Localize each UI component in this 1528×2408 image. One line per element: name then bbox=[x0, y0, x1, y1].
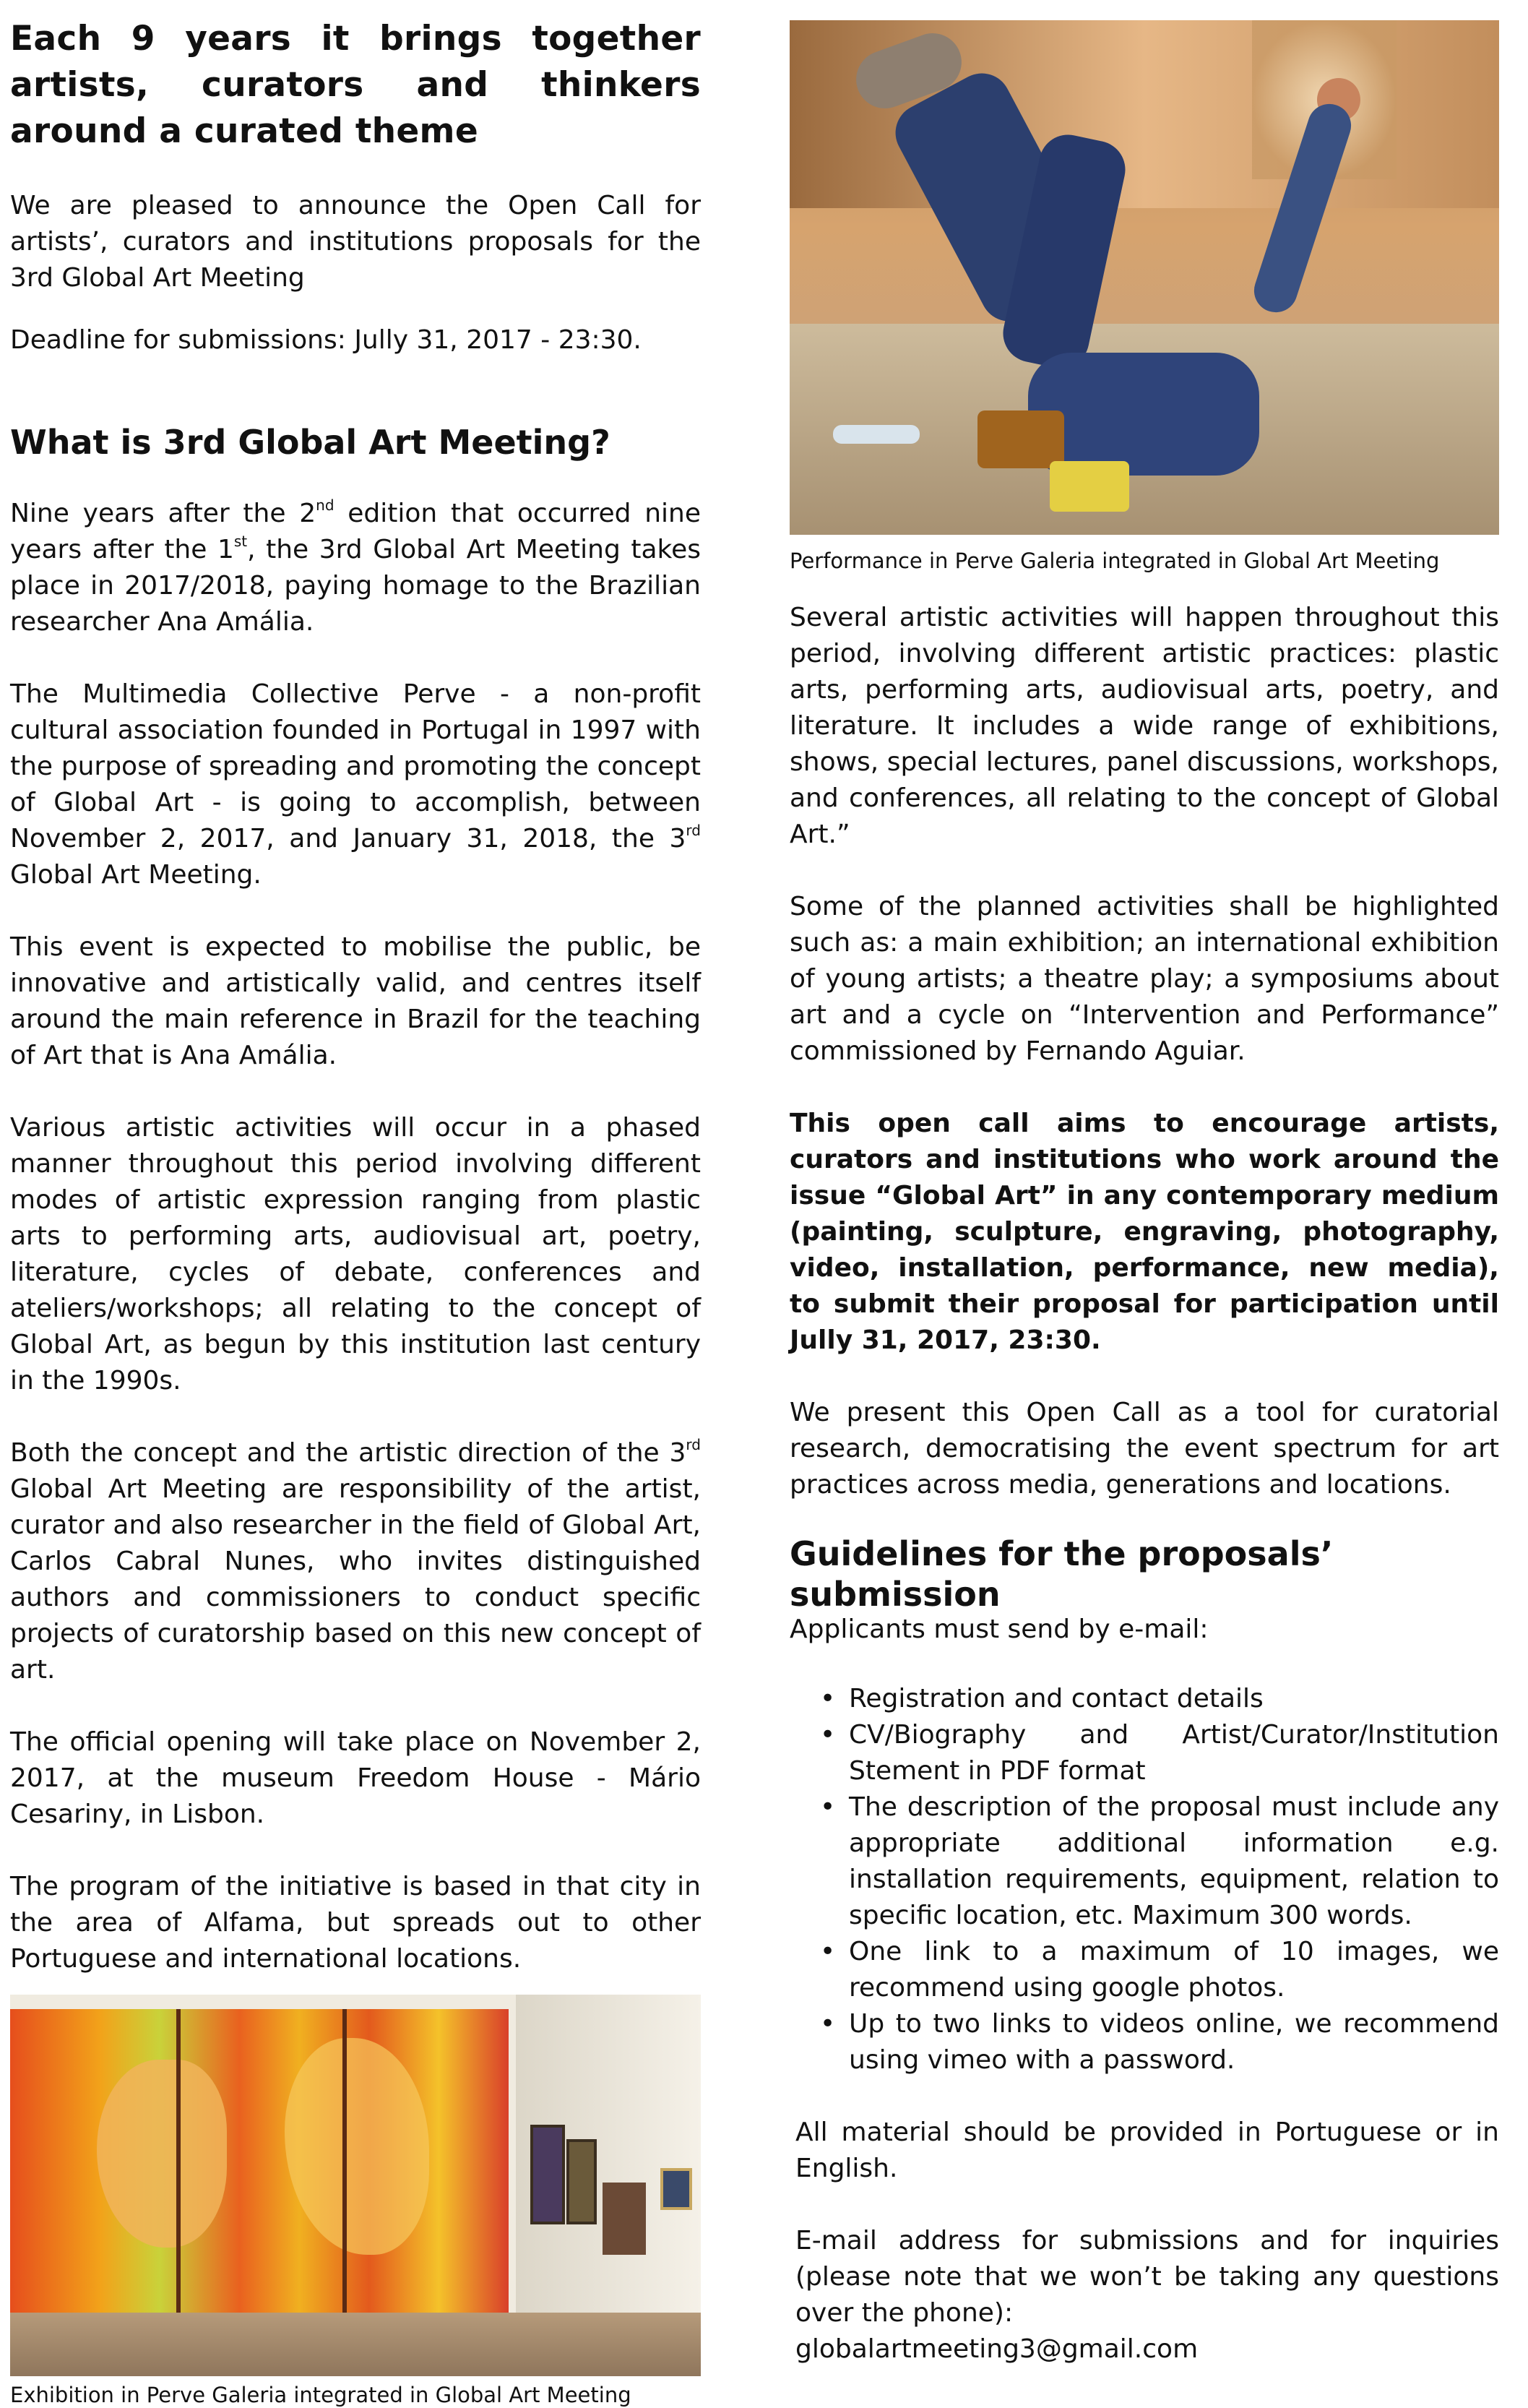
exhibition-photo bbox=[10, 1995, 701, 2376]
guidelines-intro: Applicants must send by e-mail: bbox=[790, 1614, 1209, 1644]
email-note: E-mail address for submissions and for inquiries (please note that we won’t be taking any questions over the phone): bbox=[795, 2226, 1499, 2328]
guideline-item: • Up to two links to videos online, we recommend using vimeo with a password. bbox=[790, 2006, 1499, 2078]
what-paragraph-5: Both the concept and the artistic direction of the 3rd Global Art Meeting are responsibility of the artist, curator and also researcher in the field of Global Art, Carlos Cabral Nunes, who invites distinguished authors and commissioners to conduct specific projects of curatorship based on this new concept of art. bbox=[10, 1436, 701, 1685]
email-address[interactable]: globalartmeeting3@gmail.com bbox=[795, 2334, 1199, 2364]
guidelines-heading: Guidelines for the proposals’ submission bbox=[790, 1534, 1334, 1614]
open-call-aims-paragraph: This open call aims to encourage artists, curators and institutions who work around the issue “Global Art” in any contemporary medium (painting, sculpture, engraving, photography, video, installation, performance, new media), to submit their proposal for participation until Jully 31, 2017, 23:30. bbox=[790, 1109, 1499, 1355]
language-note: All material should be provided in Portuguese or in English. bbox=[795, 2117, 1499, 2183]
left-column bbox=[10, 0, 701, 2408]
guideline-item: • One link to a maximum of 10 images, we recommend using google photos. bbox=[790, 1934, 1499, 2006]
opening-paragraph: The official opening will take place on November 2, 2017, at the museum Freedom House - Mário Cesariny, in Lisbon. bbox=[10, 1727, 701, 1829]
intro-paragraph: We are pleased to announce the Open Call for artists’, curators and institutions proposals for the 3rd Global Art Meeting bbox=[10, 191, 701, 293]
performance-photo-caption: Performance in Perve Galeria integrated in Global Art Meeting bbox=[790, 549, 1440, 573]
deadline-text: Deadline for submissions: Jully 31, 2017 - 23:30. bbox=[10, 325, 642, 355]
performance-photo bbox=[790, 20, 1499, 535]
planned-activities-paragraph: Some of the planned activities shall be highlighted such as: a main exhibition; an international exhibition of young artists; a theatre play; a symposiums about art and a cycle on “Intervention and Performance” commissioned by Fernando Aguiar. bbox=[790, 892, 1499, 1066]
exhibition-photo-caption: Exhibition in Perve Galeria integrated in Global Art Meeting bbox=[10, 2383, 631, 2407]
activities-paragraph: Several artistic activities will happen throughout this period, involving different artistic practices: plastic arts, performing arts, audiovisual arts, poetry, and literature. It includes a wide range of exhibitions, shows, special lectures, panel discussions, workshops, and conferences, all relating to the concept of Global Art.” bbox=[790, 603, 1499, 849]
what-paragraph-4: Various artistic activities will occur in a phased manner throughout this period involving different modes of artistic expression ranging from plastic arts to performing arts, audiovisual art, poetry, literature, cycles of debate, conferences and ateliers/workshops; all relating to the concept of Global Art, as begun by this institution last century in the 1990s. bbox=[10, 1113, 701, 1396]
what-paragraph-2: The Multimedia Collective Perve - a non-profit cultural association founded in Portugal in 1997 with the purpose of spreading and promoting the concept of Global Art - is going to accomplish, between November 2, 2017, and January 31, 2018, the 3rd Global Art Meeting. bbox=[10, 679, 701, 890]
guidelines-list bbox=[790, 1681, 1499, 2078]
right-column bbox=[790, 0, 1499, 2368]
what-is-heading: What is 3rd Global Art Meeting? bbox=[10, 423, 610, 462]
program-paragraph: The program of the initiative is based in that city in the area of Alfama, but spreads out to other Portuguese and international locations. bbox=[10, 1872, 701, 1974]
page-title: Each 9 years it brings together artists, curators and thinkers around a curated theme bbox=[10, 19, 701, 151]
curatorial-research-paragraph: We present this Open Call as a tool for curatorial research, democratising the event spectrum for art practices across media, generations and locations. bbox=[790, 1398, 1499, 1500]
what-paragraph-3: This event is expected to mobilise the public, be innovative and artistically valid, and centres itself around the main reference in Brazil for the teaching of Art that is Ana Amália. bbox=[10, 932, 701, 1070]
what-paragraph-1: Nine years after the 2nd edition that occurred nine years after the 1st, the 3rd Global Art Meeting takes place in 2017/2018, paying homage to the Brazilian researcher Ana Amália. bbox=[10, 496, 701, 637]
guideline-item: • CV/Biography and Artist/Curator/Institution Stement in PDF format bbox=[790, 1717, 1499, 1789]
guideline-item: • Registration and contact details bbox=[790, 1681, 1499, 1717]
guideline-item: • The description of the proposal must include any appropriate additional information e.g. installation requirements, equipment, relation to specific location, etc. Maximum 300 words. bbox=[790, 1789, 1499, 1934]
